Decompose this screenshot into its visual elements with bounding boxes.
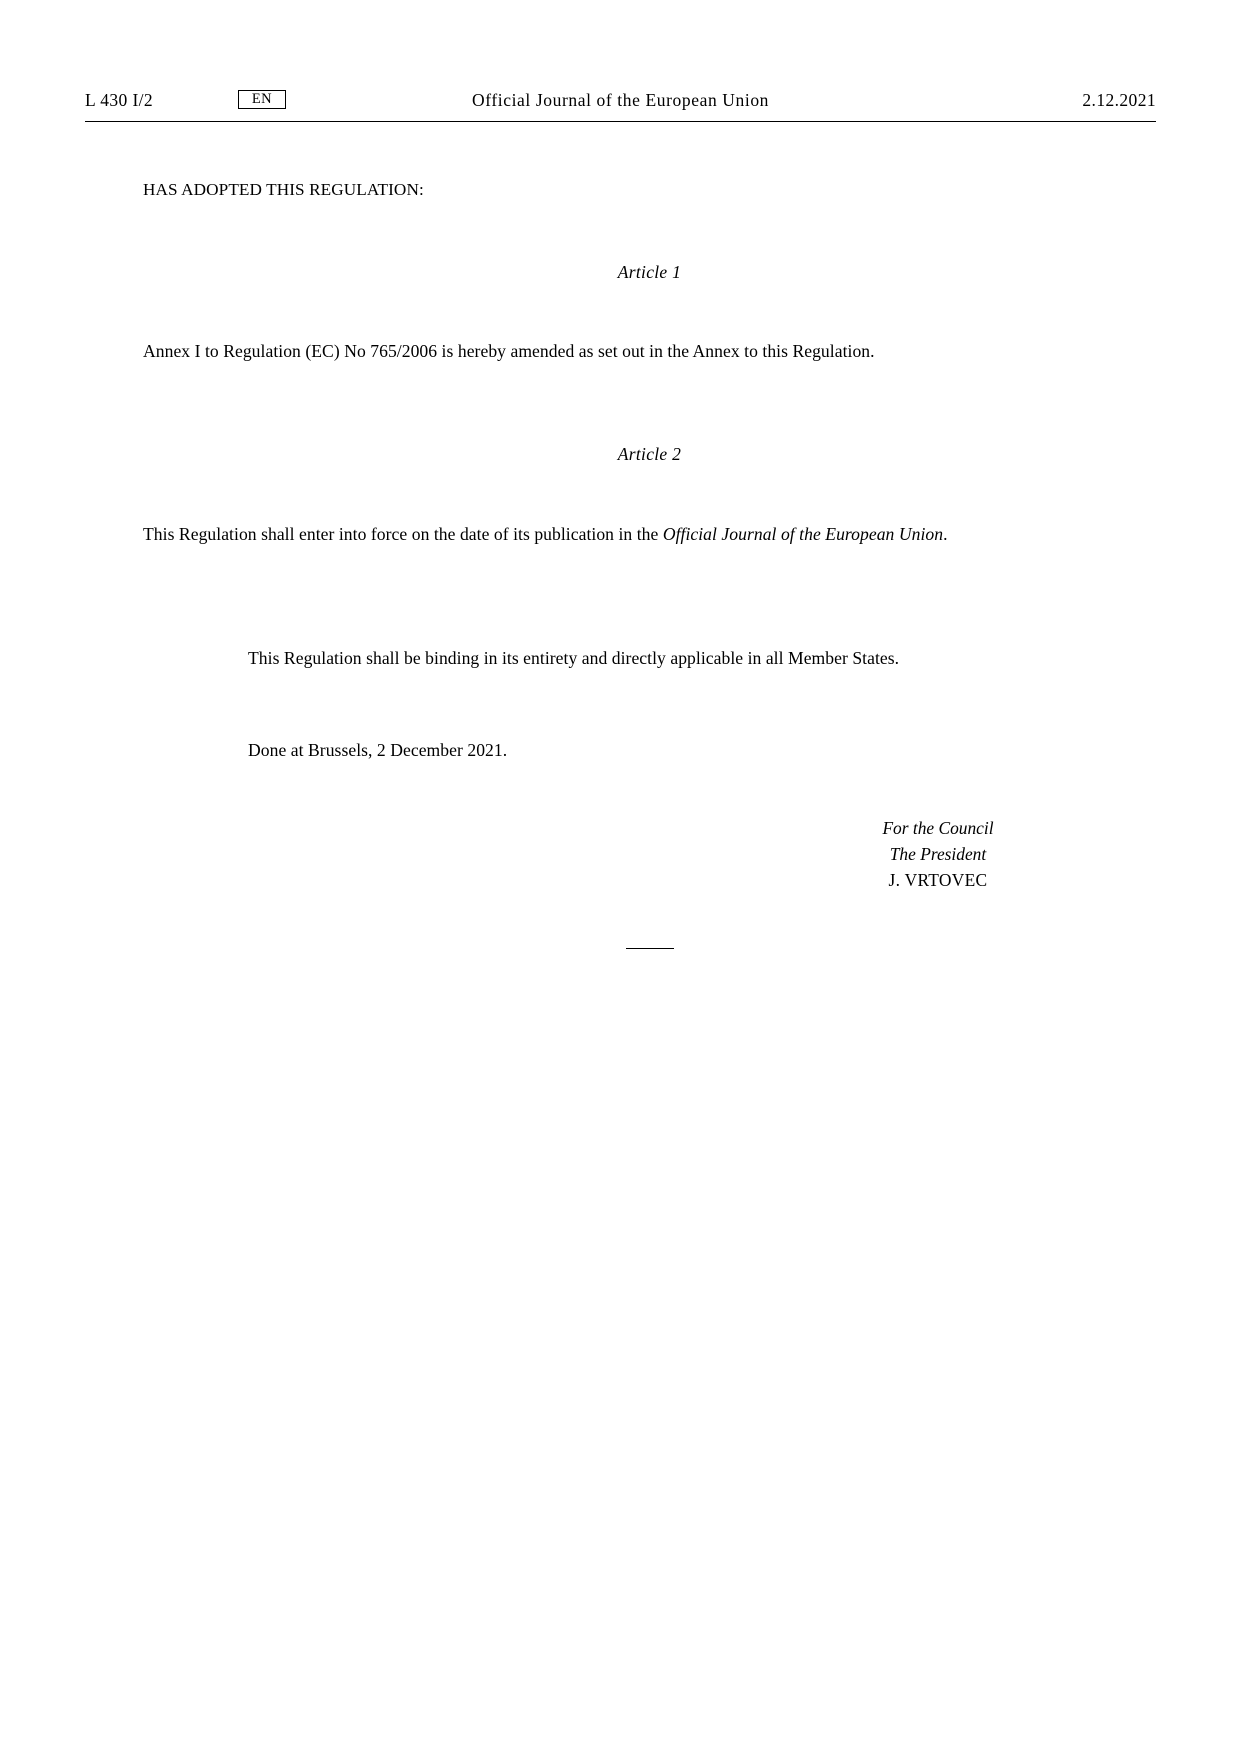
article-2-text-lead: This Regulation shall enter into force on the date of its publication in the xyxy=(143,523,663,544)
binding-statement: This Regulation shall be binding in its entirety and directly applicable in all Member States. xyxy=(248,648,900,669)
spacer xyxy=(143,381,1156,427)
document-body xyxy=(143,180,1156,949)
header-journal-title: Official Journal of the European Union xyxy=(471,90,770,110)
header-page-reference: L 430 I/2 xyxy=(85,90,154,110)
article-1-heading: Article 1 xyxy=(617,261,682,282)
article-2-heading: Article 2 xyxy=(617,444,682,465)
spacer xyxy=(143,200,1156,244)
signature-the-president: The President xyxy=(889,844,987,865)
running-header xyxy=(85,90,1156,122)
article-2-text xyxy=(143,523,1156,547)
spacer xyxy=(143,689,1156,722)
spacer xyxy=(143,300,1156,322)
signature-block xyxy=(738,815,1138,893)
done-at-statement: Done at Brussels, 2 December 2021. xyxy=(248,740,508,761)
language-code-box: EN xyxy=(238,90,286,109)
signature-name: J. VRTOVEC xyxy=(888,870,988,891)
signature-for-the-council: For the Council xyxy=(882,818,994,839)
header-date: 2.12.2021 xyxy=(1082,90,1156,110)
end-of-text-rule xyxy=(626,948,674,949)
article-1-text: Annex I to Regulation (EC) No 765/2006 is hereby amended as set out in the Annex to this Regulation. xyxy=(143,340,875,361)
article-2-text-tail: . xyxy=(943,523,948,544)
adopted-statement: HAS ADOPTED THIS REGULATION: xyxy=(143,180,424,199)
article-2-text-journal-title: Official Journal of the European Union xyxy=(662,523,944,544)
spacer xyxy=(143,483,1156,505)
spacer xyxy=(143,564,1156,630)
